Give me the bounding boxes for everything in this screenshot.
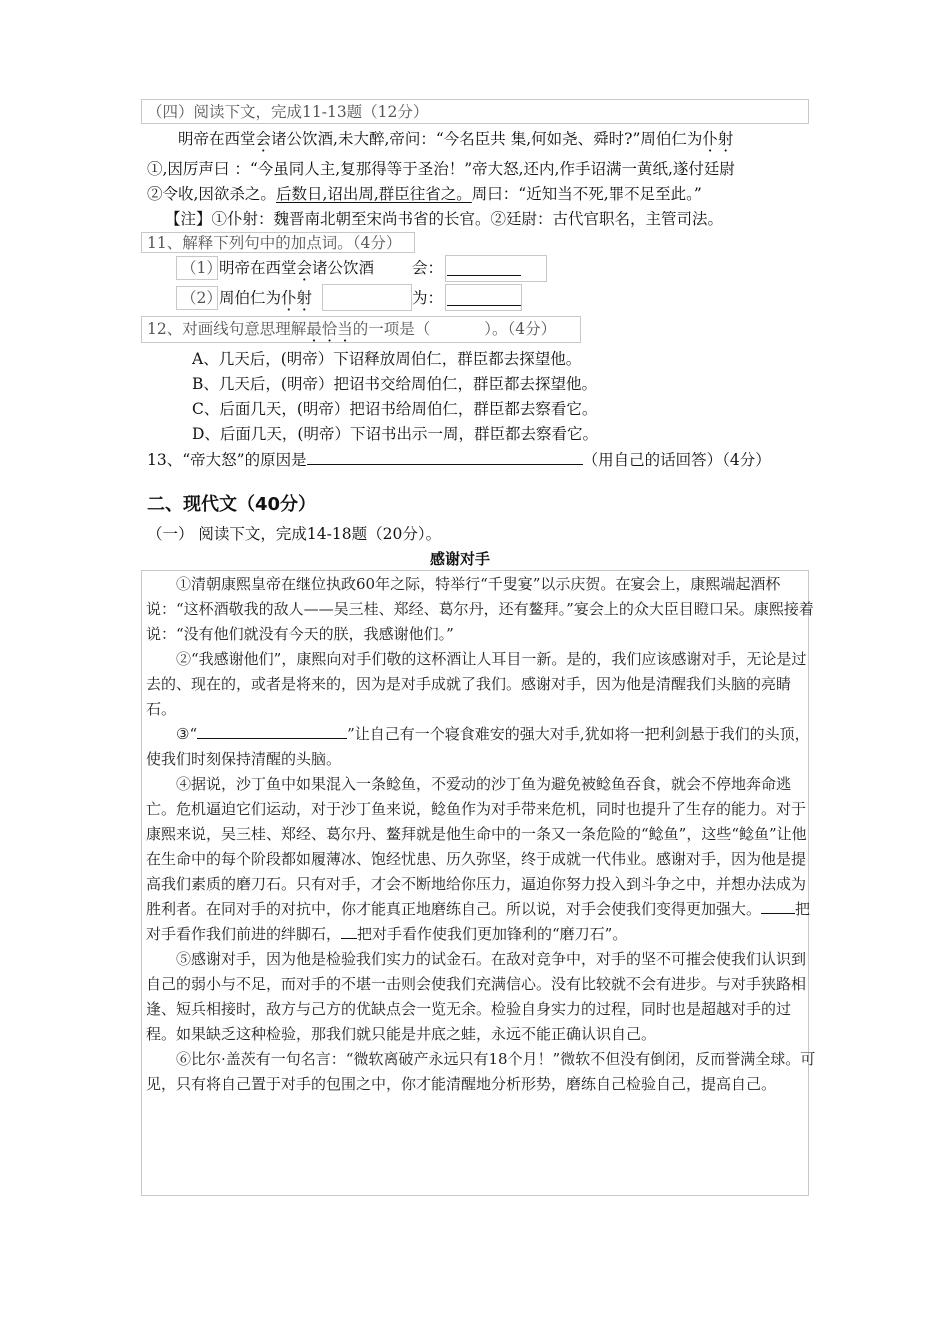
q13-answer-blank[interactable]	[307, 448, 583, 465]
dotted-char: 仆	[702, 130, 718, 148]
dotted-char: 仆	[281, 289, 297, 307]
paragraph-1: ①清朝康熙皇帝在继位执政60年之际，特举行“千叟宴”以示庆贺。在宴会上，康熙端起酒杯说：“这杯酒敬我的敌人——吴三桂、郑经、葛尔丹，还有鳌拜。”宴会上的众大臣目瞪口呆。康熙接着说：“没有他们就没有今天的朕，我感谢他们。”	[146, 575, 814, 643]
q11-item1-num: （1）	[181, 259, 222, 277]
dotted-char: 当	[337, 320, 353, 338]
q11-item2-num: （2）	[181, 289, 222, 307]
q11-item2-word: 为：	[412, 289, 444, 307]
q12-option-a: A、几天后，(明帝）下诏释放周伯仁，群臣都去探望他。	[192, 350, 582, 368]
classical-line-2: ①,因厉声曰 ：“今虽同人主,复那得等于圣治！”帝大怒,还内,作手诏满一黄纸,遂付廷尉	[147, 160, 735, 178]
q11-item1-text: 明帝在西堂会诸公饮酒	[219, 259, 375, 277]
q11-prompt: 11、解释下列句中的加点词。（4分）	[147, 234, 402, 252]
p4-blank-2[interactable]	[341, 922, 357, 939]
paragraph-6: ⑥比尔·盖茨有一句名言：“微软离破产永远只有18个月！”微软不但没有倒闭，反而誉满全球。可见，只有将自己置于对手的包围之中，你才能清醒地分析形势，磨练自己检验自己，提高自己。	[146, 1050, 816, 1093]
p4-blank-1[interactable]	[761, 897, 795, 914]
q12-option-d: D、后面几天，(明帝）下诏书出示一周，群臣都去察看它。	[192, 425, 598, 443]
q11-item1-answer-blank[interactable]	[447, 259, 521, 276]
q12-option-c: C、后面几天，(明帝）把诏书给周伯仁，群臣都去察看它。	[192, 400, 598, 418]
section2-heading: 二、现代文（40分）	[147, 494, 317, 515]
section2-sub: （一） 阅读下文，完成14-18题（20分）。	[147, 525, 442, 543]
classical-line-3: ②令收,因欲杀之。后数日,诏出周,群臣往省之。周曰：“近知当不死,罪不足至此。”	[147, 185, 702, 203]
q11-item2-text: 周伯仁为仆射	[219, 289, 313, 307]
q12-option-b: B、几天后，(明帝）把诏书交给周伯仁，群臣都去探望他。	[192, 375, 597, 393]
paragraph-4: ④据说，沙丁鱼中如果混入一条鲶鱼，不爱动的沙丁鱼为避免被鲶鱼吞食，就会不停地奔命逃亡。危机逼迫它们运动，对于沙丁鱼来说，鲶鱼作为对手带来危机，同时也提升了生存的能力。对于康熙来说，吴三桂、郑经、葛尔丹、鳌拜就是他生命中的一条又一条危险的“鲶鱼”，这些“鲶鱼”让他在生命中的每个阶段都如履薄冰、饱经忧患、历久弥坚，终于成就一代伟业。感谢对手，因为他是提高我们素质的磨刀石。只有对手，才会不断地给你压力，逼迫你努力投入到斗争之中，并想办法成为胜利者。在同对手的对抗中，你才能真正地磨练自己。所以说，对手会使我们变得更加强大。 把对手看作我们前进的绊脚石， 把对手看作使我们更加锋利的“磨刀石”。	[146, 775, 811, 943]
dotted-char: 最	[306, 320, 322, 338]
paragraph-2: ②“我感谢他们”，康熙向对手们敬的这杯酒让人耳目一新。是的，我们应该感谢对手，无论是过去的、现在的，或者是将来的，因为是对手成就了我们。感谢对手，因为他是清醒我们头脑的亮睛石。	[146, 650, 807, 718]
q11-item2-answer-blank[interactable]	[447, 289, 521, 306]
classical-line-1: 明帝在西堂会诸公饮酒,未大醉,帝问：“今名臣共 集,何如尧、舜时?”周伯仁为仆射	[178, 130, 734, 148]
dotted-char: 恰	[321, 320, 338, 338]
paragraph-5: ⑤感谢对手，因为他是检验我们实力的试金石。在敌对竞争中，对手的坚不可摧会使我们认识到自己的弱小与不足，而对手的不堪一击则会使我们充满信心。没有比较就不会有进步。与对手狭路相逢、短兵相接时，敌方与己方的优缺点会一览无余。检验自身实力的过程，同时也是超越对手的过程。如果缺乏这种检验，那我们就只能是井底之蛙，永远不能正确认识自己。	[146, 950, 807, 1043]
q12-prompt: 12、对画线句意思理解最恰当的一项是（ ）。（4分）	[147, 320, 557, 338]
dotted-char: 会	[296, 259, 313, 277]
q11-item2-spacer-box	[322, 284, 412, 311]
dotted-char: 射	[717, 130, 734, 148]
paragraph-3: ③“ ”让自己有一个寝食难安的强大对手,犹如将一把利剑悬于我们的头顶，使我们时刻保持清醒的头脑。	[146, 722, 818, 772]
dotted-char: 射	[296, 289, 313, 307]
q11-item1-word: 会：	[412, 259, 444, 277]
underlined-sentence: 后数日,诏出周,群臣往省之。	[275, 185, 472, 203]
article-title: 感谢对手	[430, 550, 491, 568]
p3-answer-blank[interactable]	[197, 722, 347, 739]
article-body	[146, 572, 818, 1097]
dotted-char: 会	[255, 130, 272, 148]
section-heading: （四）阅读下文，完成11-13题（12分）	[147, 103, 429, 121]
q13-prompt: 13、“帝大怒”的原因是 （用自己的话回答）（4分）	[147, 448, 771, 471]
annotation-note: 【注】①仆射：魏晋南北朝至宋尚书省的长官。②廷尉：古代官职名，主管司法。	[165, 210, 724, 228]
